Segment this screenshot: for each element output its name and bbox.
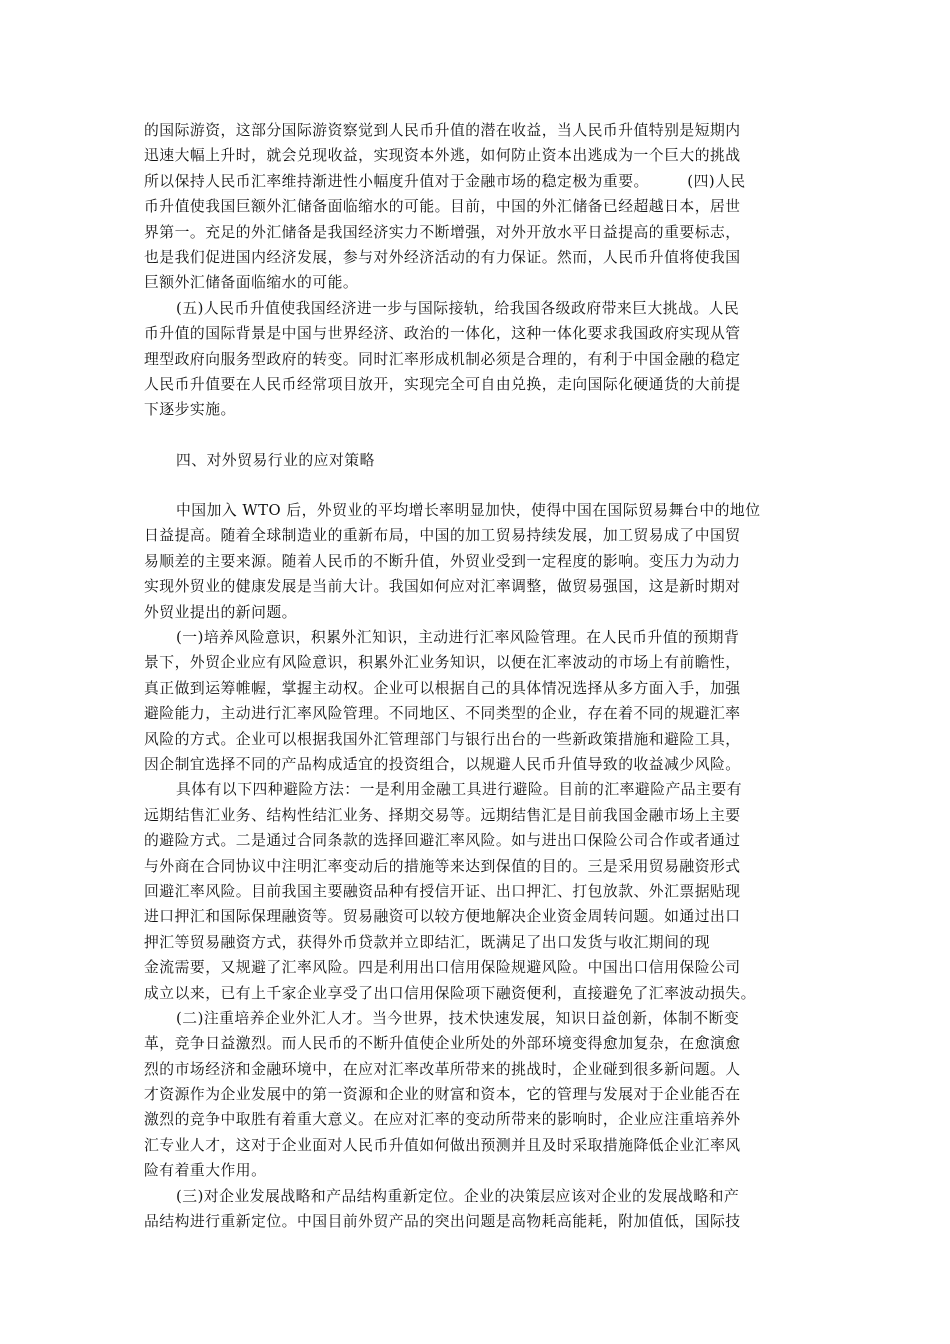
paragraph: [144, 777, 808, 1006]
text-line: 风险的方式。企业可以根据我国外汇管理部门与银行出台的一些新政策措施和避险工具，: [144, 730, 741, 748]
text-line: 下逐步实施。: [144, 401, 236, 419]
text-line: 所以保持人民币汇率维持渐进性小幅度升值对于金融市场的稳定极为重要。 (四)人民: [144, 172, 746, 190]
text-line: 巨额外汇储备面临缩水的可能。: [144, 274, 359, 292]
text-line: 的避险方式。二是通过合同条款的选择回避汇率风险。如与进出口保险公司合作或者通过: [144, 832, 741, 850]
text-line: 真正做到运筹帷幄，掌握主动权。企业可以根据自己的具体情况选择从多方面入手，加强: [144, 679, 741, 697]
section-heading: 四、对外贸易行业的应对策略: [176, 451, 375, 469]
text-line: 激烈的竞争中取胜有着重大意义。在应对汇率的变动所带来的影响时，企业应注重培养外: [144, 1111, 741, 1129]
text-line: 的国际游资，这部分国际游资察觉到人民币升值的潜在收益，当人民币升值特别是短期内: [144, 122, 741, 139]
text-line: 中国加入 WTO 后，外贸业的平均增长率明显加快，使得中国在国际贸易舞台中的地位: [176, 502, 761, 520]
text-line: 金流需要，又规避了汇率风险。四是利用出口信用保险规避风险。中国出口信用保险公司: [144, 959, 741, 977]
text-line: (一)培养风险意识，积累外汇知识，主动进行汇率风险管理。在人民币升值的预期背: [176, 629, 740, 647]
text-line: 成立以来，已有上千家企业享受了出口信用保险项下融资便利，直接避免了汇率波动损失。: [144, 984, 756, 1002]
paragraph: [144, 1006, 808, 1184]
text-line: 理型政府向服务型政府的转变。同时汇率形成机制必须是合理的，有利于中国金融的稳定: [144, 350, 741, 368]
text-line: 因企制宜选择不同的产品构成适宜的投资组合，以规避人民币升值导致的收益减少风险。: [144, 755, 741, 773]
text-line: 实现外贸业的健康发展是当前大计。我国如何应对汇率调整，做贸易强国，这是新时期对: [144, 578, 741, 596]
paragraph: [144, 118, 808, 296]
spacer: [144, 423, 808, 448]
text-line: 避险能力，主动进行汇率风险管理。不同地区、不同类型的企业，存在着不同的规避汇率: [144, 705, 741, 723]
text-line: 人民币升值要在人民币经常项目放开，实现完全可自由兑换，走向国际化硬通货的大前提: [144, 375, 741, 393]
text-line: 远期结售汇业务、结构性结汇业务、择期交易等。远期结售汇是目前我国金融市场上主要: [144, 806, 741, 824]
text-line: 界第一。充足的外汇储备是我国经济实力不断增强，对外开放水平日益提高的重要标志，: [144, 223, 741, 241]
document-page: [144, 118, 808, 1234]
paragraph: [144, 1184, 808, 1235]
text-line: 烈的市场经济和金融环境中，在应对汇率改革所带来的挑战时，企业碰到很多新问题。人: [144, 1060, 741, 1078]
text-line: (三)对企业发展战略和产品结构重新定位。企业的决策层应该对企业的发展战略和产: [176, 1187, 740, 1205]
text-line: 与外商在合同协议中注明汇率变动后的措施等来达到保值的目的。三是采用贸易融资形式: [144, 857, 741, 875]
text-line: 革，竞争日益激烈。而人民币的不断升值使企业所处的外部环境变得愈加复杂，在愈演愈: [144, 1035, 741, 1053]
text-line: 外贸业提出的新问题。: [144, 603, 297, 621]
paragraph: [144, 498, 808, 625]
text-line: 日益提高。随着全球制造业的重新布局，中国的加工贸易持续发展，加工贸易成了中国贸: [144, 527, 741, 545]
paragraph: [144, 625, 808, 777]
text-line: 回避汇率风险。目前我国主要融资品种有授信开证、出口押汇、打包放款、外汇票据贴现: [144, 882, 741, 900]
text-line: 也是我们促进国内经济发展，参与对外经济活动的有力保证。然而，人民币升值将使我国: [144, 248, 741, 266]
text-line: 迅速大幅上升时，就会兑现收益，实现资本外逃，如何防止资本出逃成为一个巨大的挑战: [144, 147, 741, 165]
text-line: 险有着重大作用。: [144, 1162, 267, 1180]
text-line: 景下，外贸企业应有风险意识，积累外汇业务知识，以便在汇率波动的市场上有前瞻性，: [144, 654, 741, 672]
text-line: (五)人民币升值使我国经济进一步与国际接轨，给我国各级政府带来巨大挑战。人民: [176, 299, 740, 317]
spacer: [144, 473, 808, 498]
text-line: 币升值使我国巨额外汇储备面临缩水的可能。目前，中国的外汇储备已经超越日本，居世: [144, 198, 741, 216]
text-line: 易顺差的主要来源。随着人民币的不断升值，外贸业受到一定程度的影响。变压力为动力: [144, 552, 741, 570]
text-line: (二)注重培养企业外汇人才。当今世界，技术快速发展，知识日益创新，体制不断变: [176, 1009, 740, 1027]
text-line: 具体有以下四种避险方法：一是利用金融工具进行避险。目前的汇率避险产品主要有: [176, 781, 742, 799]
text-line: 才资源作为企业发展中的第一资源和企业的财富和资本，它的管理与发展对于企业能否在: [144, 1086, 741, 1104]
text-line: 汇专业人才，这对于企业面对人民币升值如何做出预测并且及时采取措施降低企业汇率风: [144, 1136, 741, 1154]
text-line: 进口押汇和国际保理融资等。贸易融资可以较方便地解决企业资金周转问题。如通过出口: [144, 908, 741, 926]
text-line: 币升值的国际背景是中国与世界经济、政治的一体化，这种一体化要求我国政府实现从管: [144, 325, 741, 343]
text-line: 押汇等贸易融资方式，获得外币贷款并立即结汇，既满足了出口发货与收汇期间的现: [144, 933, 710, 951]
text-line: 品结构进行重新定位。中国目前外贸产品的突出问题是高物耗高能耗，附加值低，国际技: [144, 1213, 741, 1231]
paragraph: [144, 296, 808, 423]
